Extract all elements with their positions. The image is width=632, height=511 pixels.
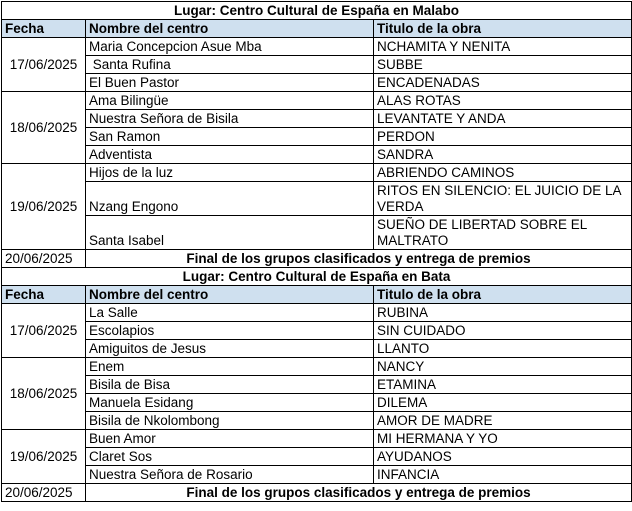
centro-cell: Nzang Engono xyxy=(86,182,374,216)
date-cell: 17/06/2025 xyxy=(2,38,86,92)
obra-cell: AMOR DE MADRE xyxy=(374,412,632,430)
final-row xyxy=(2,484,632,502)
date-cell: 19/06/2025 xyxy=(2,430,86,484)
centro-cell: Manuela Esidang xyxy=(86,394,374,412)
final-date: 20/06/2025 xyxy=(2,484,86,502)
header-obra: Titulo de la obra xyxy=(374,286,632,304)
obra-cell: ETAMINA xyxy=(374,376,632,394)
centro-cell: Adventista xyxy=(86,146,374,164)
column-header-row xyxy=(2,20,632,38)
table-row xyxy=(2,322,632,340)
table-row xyxy=(2,92,632,110)
table-row xyxy=(2,128,632,146)
table-row xyxy=(2,430,632,448)
column-header-row xyxy=(2,286,632,304)
centro-cell: Enem xyxy=(86,358,374,376)
centro-cell: San Ramon xyxy=(86,128,374,146)
obra-cell: NANCY xyxy=(374,358,632,376)
obra-cell: ENCADENADAS xyxy=(374,74,632,92)
obra-cell: SANDRA xyxy=(374,146,632,164)
section-title-row xyxy=(2,2,632,20)
centro-cell: Hijos de la luz xyxy=(86,164,374,182)
section-title: Lugar: Centro Cultural de España en Bata xyxy=(2,268,632,286)
centro-cell: Amiguitos de Jesus xyxy=(86,340,374,358)
obra-cell: INFANCIA xyxy=(374,466,632,484)
table-row xyxy=(2,448,632,466)
table-row xyxy=(2,340,632,358)
final-date: 20/06/2025 xyxy=(2,250,86,268)
table-row xyxy=(2,182,632,216)
date-cell: 18/06/2025 xyxy=(2,358,86,430)
table-row xyxy=(2,376,632,394)
centro-cell: Ama Bilingüe xyxy=(86,92,374,110)
table-row xyxy=(2,38,632,56)
centro-cell: Buen Amor xyxy=(86,430,374,448)
table-row xyxy=(2,394,632,412)
schedule-table xyxy=(1,1,632,502)
obra-cell: SIN CUIDADO xyxy=(374,322,632,340)
final-text: Final de los grupos clasificados y entrega de premios xyxy=(86,250,632,268)
obra-cell: RITOS EN SILENCIO: EL JUICIO DE LA VERDA xyxy=(374,182,632,216)
table-row xyxy=(2,110,632,128)
table-row xyxy=(2,358,632,376)
date-cell: 17/06/2025 xyxy=(2,304,86,358)
header-centro: Nombre del centro xyxy=(86,20,374,38)
header-fecha: Fecha xyxy=(2,20,86,38)
obra-cell: LEVANTATE Y ANDA xyxy=(374,110,632,128)
centro-cell: Santa Rufina xyxy=(86,56,374,74)
centro-cell: Nuestra Señora de Rosario xyxy=(86,466,374,484)
final-text: Final de los grupos clasificados y entrega de premios xyxy=(86,484,632,502)
centro-cell: Bisila de Nkolombong xyxy=(86,412,374,430)
table-row xyxy=(2,466,632,484)
centro-cell: Claret Sos xyxy=(86,448,374,466)
obra-cell: RUBINA xyxy=(374,304,632,322)
header-fecha: Fecha xyxy=(2,286,86,304)
obra-cell: MI HERMANA Y YO xyxy=(374,430,632,448)
centro-cell: Escolapios xyxy=(86,322,374,340)
centro-cell: Nuestra Señora de Bisila xyxy=(86,110,374,128)
table-row xyxy=(2,164,632,182)
obra-cell: NCHAMITA Y NENITA xyxy=(374,38,632,56)
date-cell: 18/06/2025 xyxy=(2,92,86,164)
obra-cell: SUBBE xyxy=(374,56,632,74)
final-row xyxy=(2,250,632,268)
obra-cell: ABRIENDO CAMINOS xyxy=(374,164,632,182)
table-row xyxy=(2,412,632,430)
table-row xyxy=(2,146,632,164)
obra-cell: AYUDANOS xyxy=(374,448,632,466)
date-cell: 19/06/2025 xyxy=(2,164,86,250)
centro-cell: Maria Concepcion Asue Mba xyxy=(86,38,374,56)
obra-cell: LLANTO xyxy=(374,340,632,358)
centro-cell: El Buen Pastor xyxy=(86,74,374,92)
obra-cell: ALAS ROTAS xyxy=(374,92,632,110)
obra-cell: SUEÑO DE LIBERTAD SOBRE EL MALTRATO xyxy=(374,216,632,250)
table-row xyxy=(2,304,632,322)
centro-cell: Bisila de Bisa xyxy=(86,376,374,394)
table-row xyxy=(2,216,632,250)
table-row xyxy=(2,56,632,74)
obra-cell: PERDON xyxy=(374,128,632,146)
section-title: Lugar: Centro Cultural de España en Malabo xyxy=(2,2,632,20)
centro-cell: La Salle xyxy=(86,304,374,322)
section-title-row xyxy=(2,268,632,286)
header-obra: Titulo de la obra xyxy=(374,20,632,38)
centro-cell: Santa Isabel xyxy=(86,216,374,250)
obra-cell: DILEMA xyxy=(374,394,632,412)
header-centro: Nombre del centro xyxy=(86,286,374,304)
table-row xyxy=(2,74,632,92)
